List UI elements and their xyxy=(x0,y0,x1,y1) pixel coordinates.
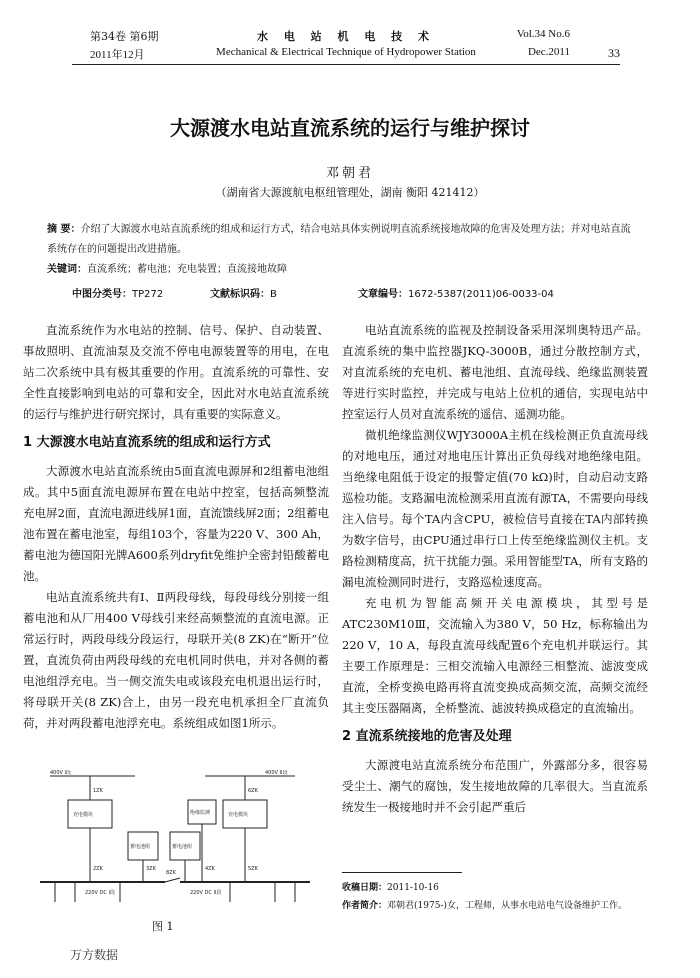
figure-1-caption: 图 1 xyxy=(152,920,174,933)
classification-row xyxy=(72,285,640,301)
footnote xyxy=(342,872,642,915)
intro-paragraph: 直流系统作为水电站的控制、信号、保护、自动装置、事故照明、直流油泵及交流不停电电源装置等的用电，在电站二次系统中具有极其重要的作用。直流系统的可靠性、安全性直接影响到电站的可靠和安全，因此对水电站直流系统的运行与维护进行研究探讨，具有重要的实际意义。 xyxy=(23,323,329,421)
section-heading-1: 1 大源渡水电站直流系统的组成和运行方式 xyxy=(23,435,271,450)
class-number: 中图分类号：TP272 xyxy=(72,289,164,300)
fig-label-dc-1: 220V DC I段 xyxy=(85,890,115,896)
left-column xyxy=(23,320,329,734)
fig-label-battery-2: 蓄电池组 xyxy=(172,844,193,850)
issue-date-en: Dec.2011 xyxy=(527,46,570,58)
abstract xyxy=(47,220,634,260)
fig-label-4zk: 4ZK xyxy=(205,866,215,872)
right-paragraph-3: 充电机为智能高频开关电源模块，其型号是ATC230M10Ⅲ，交流输入为380 V，50 Hz，标称输出为220 V，10 A，每段直流母线配置6个充电机并联运行。其主要工作原理是：三相交流输入电源经三相整流、滤波变成直流，全桥变换电路再将直流变换成高频交流，高频交流经其主变压器隔离，全桥整流、滤波转换成稳定的直流输出。 xyxy=(342,596,648,715)
abstract-label: 摘 要： xyxy=(47,224,81,235)
section2-paragraph-1: 大源渡电站直流系统分布范围广，外露部分多，很容易受尘土、潮气的腐蚀，发生接地故障的几率很大。当直流系统发生一极接地时并不会引起严重后 xyxy=(342,758,648,814)
figure-1-diagram xyxy=(30,770,320,910)
fig-label-3zk: 3ZK xyxy=(146,866,156,872)
section-heading-2: 2 直流系统接地的危害及处理 xyxy=(342,729,512,744)
abstract-text: 介绍了大源渡水电站直流系统的组成和运行方式，结合电站具体实例说明直流系统接地故障的危害及处理方法；并对电站直流系统存在的问题提出改进措施。 xyxy=(47,224,631,255)
fig-label-charger-2: 充电模块 xyxy=(228,812,249,818)
keywords-label: 关键词： xyxy=(47,264,87,275)
keywords xyxy=(47,260,634,280)
fig-label-battery-1: 蓄电池组 xyxy=(130,844,151,850)
fig-label-400v-1: 400V I段 xyxy=(50,770,72,776)
running-header xyxy=(72,22,620,66)
doc-code: 文献标识码：B xyxy=(210,289,277,300)
abstract-block xyxy=(47,220,634,280)
paper-title: 大源渡水电站直流系统的运行与维护探讨 xyxy=(170,116,530,140)
fig-label-1zk: 1ZK xyxy=(93,788,103,794)
fig-label-2zk: 2ZK xyxy=(93,866,103,872)
received-date: 收稿日期：2011-10-16 xyxy=(342,883,439,893)
volume-issue: 第34卷 第6期 xyxy=(90,30,159,43)
header-rule xyxy=(72,64,620,65)
author-bio: 作者简介：邓朝君(1975-)女，工程师，从事水电站电气设备维护工作。 xyxy=(342,901,627,911)
author-affiliation: （湖南省大源渡航电枢纽管理处，湖南 衡阳 421412） xyxy=(215,186,485,199)
fig-label-400v-2: 400V II段 xyxy=(265,770,288,776)
fig-label-monitor: 绝缘监测 xyxy=(190,810,211,816)
section1-paragraph-1: 大源渡水电站直流系统由5面直流电源屏和2组蓄电池组成。其中5面直流电源屏布置在电站中控室，包括高频整流充电屏2面，直流电源进线屏1面，直流馈线屏2面；2组蓄电池布置在蓄电池室，每组103个，容量为220 V、300 Ah，蓄电池为德国阳光牌A600系列dryfit免维护全密封铅酸蓄电池。 xyxy=(23,464,329,583)
fig-label-5zk: 5ZK xyxy=(248,866,258,872)
author-name: 邓朝君 xyxy=(325,166,374,181)
page-number: 33 xyxy=(608,46,620,60)
fig-label-6zk: 6ZK xyxy=(248,788,258,794)
footnote-rule xyxy=(342,872,462,873)
fig-label-8zk: 8ZK xyxy=(166,870,176,876)
watermark: 万方数据 xyxy=(70,948,119,962)
right-column xyxy=(342,320,648,818)
fig-label-dc-2: 220V DC II段 xyxy=(190,890,222,896)
right-paragraph-2: 微机绝缘监测仪WJY3000A主机在线检测正负直流母线的对地电压，通过对地电压计算出正负母线对地绝缘电阻。当绝缘电阻低于设定的报警定值(70 kΩ)时，自动启动支路巡检功能。支路漏电流检测采用直流有源TA，不需要向母线注入信号。每个TA内含CPU，被检信号直接在TA内部转换为数字信号，由CPU通过串行口上传至绝缘监测仪主机。支路检测精度高，抗干扰能力强。采用智能型TA，所有支路的漏电流检测同时进行，支路巡检速度高。 xyxy=(342,428,648,589)
right-paragraph-1: 电站直流系统的监视及控制设备采用深圳奥特迅产品。直流系统的集中监控器JKQ-3000B，通过分散控制方式，对直流系统的充电机、蓄电池组、直流母线、绝缘监测装置等进行实时监控，并完成与电站上位机的通信，实现电站中控室运行人员对直流系统的遥信、遥测功能。 xyxy=(342,323,648,421)
journal-name-cn: 水 电 站 机 电 技 术 xyxy=(257,30,435,43)
section1-paragraph-2: 电站直流系统共有Ⅰ、Ⅱ两段母线，每段母线分别接一组蓄电池和从厂用400 V母线引来经高频整流的直流电源。正常运行时，两段母线分段运行，母联开关(8 ZK)在“断开”位置，直流负荷由两段母线的充电机同时供电，并对各侧的蓄电池组浮充电。当一侧交流失电或该段充电机退出运行时，将母联开关(8 ZK)合上，由另一段充电机承担全厂直流负荷，并对两段蓄电池浮充电。系统组成如图1所示。 xyxy=(23,590,329,730)
fig-label-charger-1: 充电模块 xyxy=(73,812,94,818)
keywords-text: 直流系统；蓄电池；充电装置；直流接地故障 xyxy=(87,264,287,275)
issue-date: 2011年12月 xyxy=(90,49,145,61)
journal-name-en: Mechanical & Electrical Technique of Hydropower Station xyxy=(216,46,476,58)
volume-issue-en: Vol.34 No.6 xyxy=(516,28,570,40)
article-number: 文章编号：1672-5387(2011)06-0033-04 xyxy=(358,289,554,300)
